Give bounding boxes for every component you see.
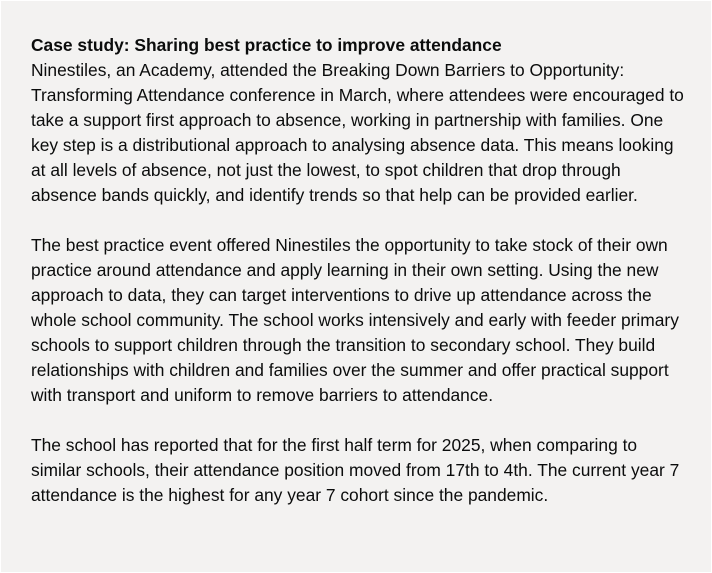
case-study-paragraph-3: The school has reported that for the first half term for 2025, when comparing to similar schools, their attendance position moved from 17th to 4th. The current year 7 attendance is the highest for any year 7 cohort since the pandemic. (31, 435, 680, 505)
case-study-title: Case study: Sharing best practice to improve attendance (31, 35, 502, 55)
case-study-paragraph-1: Ninestiles, an Academy, attended the Breaking Down Barriers to Opportunity: Transforming Attendance conference in March, where attendees were encouraged to take a support first approach to absence, working in partnership with families. One key step is a distributional approach to analysing absence data. This means looking at all levels of absence, not just the lowest, to spot children that drop through absence bands quickly, and identify trends so that help can be provided earlier. (31, 60, 684, 205)
case-study-paragraph-2: The best practice event offered Ninestiles the opportunity to take stock of their own practice around attendance and apply learning in their own setting. Using the new approach to data, they can target interventions to drive up attendance across the whole school community. The school works intensively and early with feeder primary schools to support children through the transition to secondary school. They build relationships with children and families over the summer and offer practical support with transport and uniform to remove barriers to attendance. (31, 235, 679, 405)
case-study-panel (1, 1, 711, 572)
